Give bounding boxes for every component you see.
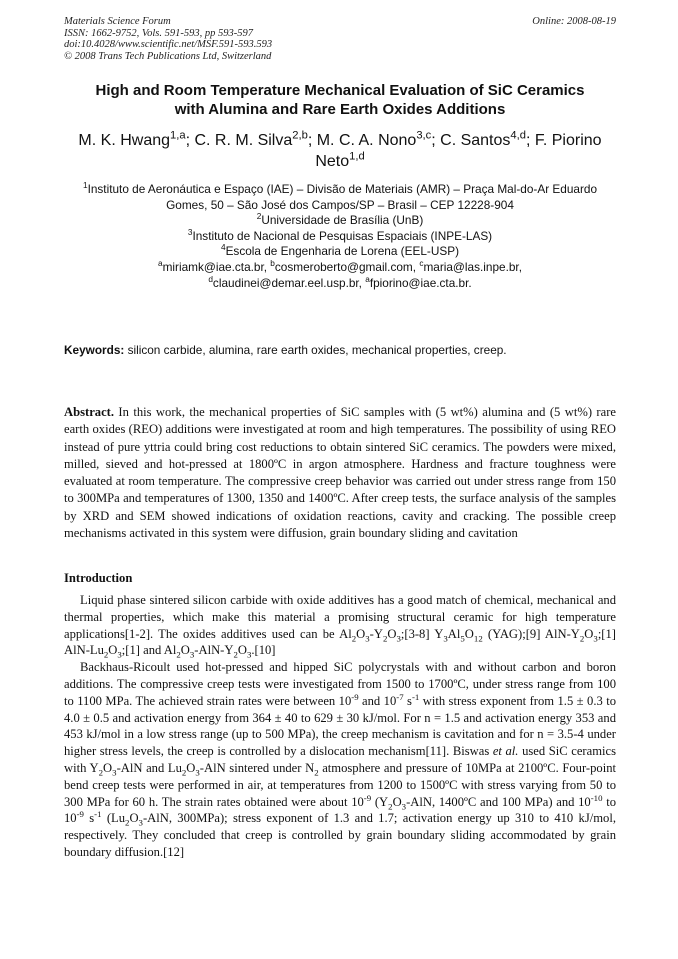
introduction-body — [64, 592, 616, 861]
paper-title — [64, 82, 616, 119]
journal-name: Materials Science Forum — [64, 16, 171, 27]
keywords-text: silicon carbide, alumina, rare earth oxides, mechanical properties, creep. — [124, 343, 507, 357]
abstract-text: In this work, the mechanical properties of SiC samples with (5 wt%) alumina and (5 wt%) rare earth oxides (REO) additions were investigated at room and high temperatures. The possibility of using REO instead of pure yttria could bring cost reductions to obtain sintered SiC ceramics. The powders were mixed, milled, sieved and hot-pressed at 1800ºC in argon atmosphere. Hardness and fracture toughness were evaluated at room temperature. The compressive creep behavior was carried out under stress range from 150 to 300MPa and temperatures of 1300, 1350 and 1400ºC. After creep tests, the surface analysis of the samples by XRD and SEM showed indications of oxidation reactions, cavity and cracking. The possible creep mechanisms activated in this system were diffusion, grain boundary sliding and cavitation — [64, 405, 616, 541]
affiliation-4: $^4$Escola de Engenharia de Lorena (EEL-USP) — [220, 243, 460, 259]
journal-header — [64, 16, 616, 62]
email-line-2: $^d$claudinei@demar.eel.usp.br, $^a$fpiorino@iae.cta.br. — [208, 274, 472, 290]
affiliation-2: $^2$Universidade de Brasília (UnB) — [256, 212, 424, 228]
author: C. Santos$^{4,d}$; — [440, 129, 535, 149]
affiliation-3: $^3$Instituto de Nacional de Pesquisas Espaciais (INPE-LAS) — [187, 227, 493, 243]
abstract — [64, 404, 616, 542]
title-line-1: High and Room Temperature Mechanical Evaluation of SiC Ceramics — [95, 82, 585, 99]
section-heading-introduction: Introduction — [64, 571, 133, 585]
paragraph-1: Liquid phase sintered silicon carbide with oxide additives has a good match of chemical, mechanical and thermal properties, which make this material a promising structural ceramic for high temperature applications[1-2]. The oxides additives used can be $Al_2O_3-Y_2O_3;[3-8]$ $Y_3Al_5O_{12}$ (YAG);[9] AlN-$Y_2O_3;[1]$ AlN-$Lu_2O_3;[1]$ and $Al_2O_3-AlN-Y_2O_3.[10]$ — [64, 593, 616, 660]
title-line-2: with Alumina and Rare Earth Oxides Additions — [174, 100, 506, 118]
author: M. K. Hwang$^{1,a}$; — [78, 129, 195, 149]
author-list — [64, 130, 616, 172]
doi-line: doi:10.4028/www.scientific.net/MSF.591-593.593 — [64, 39, 273, 51]
author: C. R. M. Silva$^{2,b}$; — [194, 129, 317, 149]
keywords-label: Keywords: — [64, 343, 125, 357]
affiliations — [64, 182, 616, 291]
email-line-1: $^a$miriamk@iae.cta.br, $^b$cosmeroberto@gmail.com, $^c$maria@las.inpe.br, — [158, 259, 522, 274]
author: F. Piorino Neto$^{1,d}$ — [315, 132, 602, 170]
keywords — [64, 343, 624, 358]
paragraph-2: Backhaus-Ricoult used hot-pressed and hipped SiC polycrystals with and without carbon and boron additions. The compressive creep tests were investigated from 1500 to 1700ºC, under stress range from 100 to 1100 MPa. The achieved strain rates were between $10^{-9}$ and $10^{-7}$ $s^{-1}$ with stress exponent from 1.5 ± 0.3 to 4.0 ± 0.5 and activation energy from 364 ± 40 to 629 ± 30 kJ/mol. For n = 1.5 and activation energy 353 and 453 kJ/mol in a low stress range (up to 500 MPa), the creep mechanism is cavitation and for n = 3.5-4 under higher stress levels, the creep is controlled by a dislocation mechanism[11]. Biswas et al. used SiC ceramics with $Y_2O_3$-AlN and $Lu_2O_3$-AlN sintered under $N_2$ atmosphere and pressure of 10MPa at 2100ºC. Four-point bend creep tests were performed in air, at temperatures from 1200 to 1500ºC with stress varying from 50 to 300 MPa for 60 h. The strain rates obtained were about $10^{-9}$ ($Y_2O_3$-AlN, 1400ºC and 100 MPa) and $10^{-10}$ to $10^{-9}$ $s^{-1}$ ($Lu_2O_3$-AlN, 300MPa); stress exponent of 1.3 and 1.7; activation energy up 310 to 410 kJ/mol, respectively. They concluded that creep is controlled by grain boundary sliding accommodated by grain boundary diffusion.[12] — [64, 660, 617, 859]
abstract-label: Abstract. — [64, 405, 115, 419]
online-date: Online: 2008-08-19 — [532, 16, 616, 27]
copyright-line: © 2008 Trans Tech Publications Ltd, Switzerland — [64, 50, 272, 62]
author: M. C. A. Nono$^{3,c}$; — [316, 129, 441, 149]
affiliation-1: $^1$Instituto de Aeronáutica e Espaço (IAE) – Divisão de Materiais (AMR) – Praça Mal-do-Ar Eduardo Gomes, 50 – São José dos Campos/SP – Brasil – CEP 12228-904 — [82, 181, 598, 212]
issn-line: ISSN: 1662-9752, Vols. 591-593, pp 593-597 — [64, 27, 253, 39]
